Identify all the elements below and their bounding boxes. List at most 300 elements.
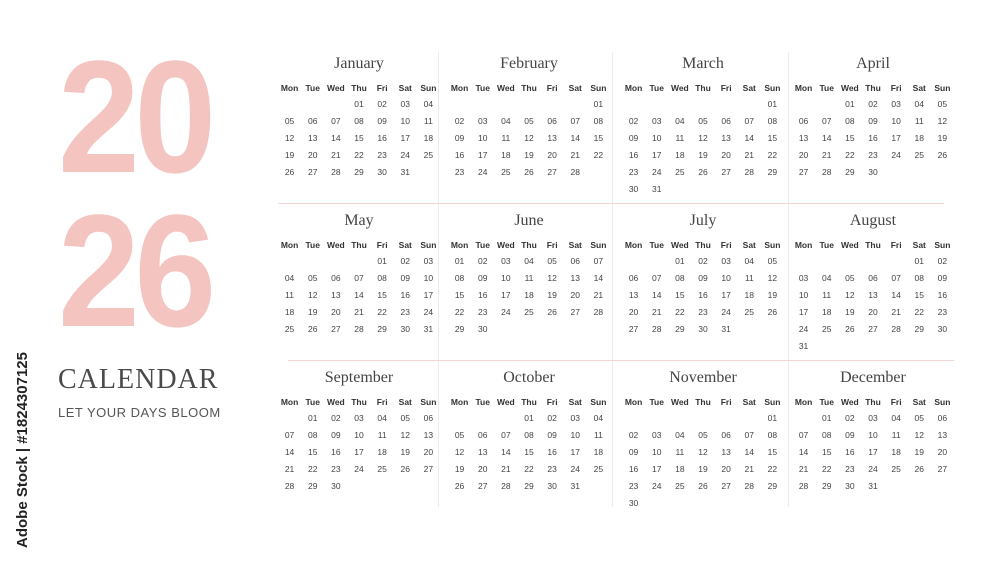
day-cell: 10	[721, 273, 731, 283]
day-cell: 04	[593, 413, 604, 423]
day-cell: 06	[331, 273, 341, 283]
day-cell: 24	[423, 307, 434, 317]
day-cell: 03	[400, 99, 410, 109]
day-cell: 27	[798, 167, 809, 177]
day-grid	[622, 237, 784, 338]
day-cell: 26	[524, 167, 534, 177]
day-cell: 11	[285, 290, 294, 300]
day-cell: 10	[651, 133, 662, 143]
day-cell: 24	[721, 307, 731, 317]
day-cell: 20	[477, 464, 488, 474]
day-cell: 13	[798, 133, 809, 143]
day-cell: 11	[501, 133, 511, 143]
day-cell: 29	[914, 324, 924, 334]
weekday-header: Fri	[376, 240, 388, 250]
weekday-header: Sun	[590, 83, 607, 93]
day-cell: 20	[721, 464, 731, 474]
weekday-header: Wed	[840, 83, 859, 93]
day-cell: 02	[845, 413, 855, 423]
day-cell: 12	[524, 133, 534, 143]
day-cell: 12	[845, 290, 855, 300]
empty-cell	[815, 96, 838, 113]
day-cell: 13	[547, 133, 557, 143]
day-cell: 24	[651, 481, 662, 491]
day-cell: 16	[400, 290, 410, 300]
day-cell: 03	[501, 256, 511, 266]
day-cell: 05	[400, 413, 410, 423]
day-cell: 04	[423, 99, 434, 109]
day-cell: 07	[651, 273, 662, 283]
weekday-header: Fri	[546, 397, 558, 407]
weekday-header: Mon	[450, 240, 469, 250]
day-cell: 10	[570, 430, 580, 440]
day-cell: 04	[501, 116, 511, 126]
day-cell: 24	[477, 167, 488, 177]
day-cell: 01	[821, 413, 832, 423]
day-cell: 13	[868, 290, 878, 300]
day-cell: 29	[524, 481, 534, 491]
stock-watermark-id: Adobe Stock | #1824307125	[14, 352, 31, 548]
day-cell: 14	[593, 273, 604, 283]
day-cell: 26	[698, 167, 708, 177]
empty-cell	[471, 96, 494, 113]
day-cell: 28	[891, 324, 901, 334]
weekday-header: Tue	[305, 397, 320, 407]
day-cell: 24	[651, 167, 662, 177]
day-cell: 23	[698, 307, 708, 317]
day-cell: 01	[767, 99, 778, 109]
day-cell: 07	[744, 116, 754, 126]
day-cell: 19	[524, 150, 534, 160]
empty-cell	[792, 96, 815, 113]
day-cell: 09	[628, 133, 639, 143]
weekday-header: Sat	[398, 83, 412, 93]
day-cell: 23	[937, 307, 948, 317]
month-may	[278, 209, 440, 359]
day-cell: 22	[675, 307, 685, 317]
day-cell: 05	[454, 430, 465, 440]
day-cell: 03	[721, 256, 731, 266]
day-cell: 12	[284, 133, 295, 143]
weekday-header: Sun	[590, 397, 607, 407]
empty-cell	[541, 96, 564, 113]
weekday-header: Thu	[695, 83, 711, 93]
day-cell: 29	[354, 167, 364, 177]
day-cell: 13	[628, 290, 639, 300]
day-cell: 21	[744, 150, 754, 160]
day-cell: 06	[628, 273, 639, 283]
weekday-header: Mon	[624, 83, 643, 93]
day-cell: 24	[501, 307, 511, 317]
day-cell: 08	[307, 430, 318, 440]
day-cell: 27	[547, 167, 557, 177]
empty-cell	[448, 410, 471, 427]
day-cell: 28	[744, 481, 754, 491]
day-cell: 03	[354, 413, 364, 423]
day-cell: 06	[868, 273, 878, 283]
month-name: February	[500, 55, 558, 72]
day-cell: 03	[570, 413, 580, 423]
weekday-header: Sun	[934, 240, 951, 250]
month-november	[622, 366, 784, 516]
day-cell: 27	[721, 167, 731, 177]
day-cell: 18	[891, 447, 901, 457]
day-cell: 30	[477, 324, 488, 334]
weekday-header: Tue	[819, 240, 834, 250]
day-cell: 22	[845, 150, 855, 160]
empty-cell	[622, 253, 645, 270]
empty-cell	[792, 410, 815, 427]
day-cell: 02	[628, 430, 639, 440]
day-cell: 13	[331, 290, 341, 300]
day-cell: 27	[937, 464, 948, 474]
weekday-header: Wed	[670, 240, 689, 250]
day-cell: 19	[767, 290, 778, 300]
empty-cell	[448, 96, 471, 113]
weekday-header: Fri	[890, 240, 902, 250]
day-cell: 15	[377, 290, 387, 300]
day-cell: 31	[868, 481, 878, 491]
empty-cell	[861, 253, 884, 270]
day-cell: 26	[284, 167, 295, 177]
weekday-header: Sat	[568, 397, 582, 407]
day-cell: 01	[675, 256, 685, 266]
day-cell: 11	[744, 273, 754, 283]
day-cell: 29	[307, 481, 318, 491]
empty-cell	[324, 96, 347, 113]
weekday-header: Sun	[420, 83, 437, 93]
day-cell: 03	[651, 430, 662, 440]
day-cell: 02	[698, 256, 708, 266]
day-cell: 18	[914, 133, 924, 143]
month-name: June	[514, 212, 544, 229]
day-cell: 25	[524, 307, 534, 317]
day-cell: 09	[331, 430, 341, 440]
day-cell: 04	[821, 273, 832, 283]
day-cell: 10	[798, 290, 809, 300]
day-cell: 22	[593, 150, 604, 160]
day-cell: 18	[423, 133, 434, 143]
day-cell: 05	[547, 256, 557, 266]
weekday-header: Tue	[819, 83, 834, 93]
day-cell: 23	[547, 464, 557, 474]
day-cell: 20	[798, 150, 809, 160]
month-july	[622, 209, 784, 359]
weekday-header: Mon	[450, 397, 469, 407]
day-cell: 23	[868, 150, 878, 160]
empty-cell	[301, 96, 324, 113]
weekday-header: Fri	[890, 397, 902, 407]
weekday-header: Sun	[764, 240, 781, 250]
day-cell: 10	[868, 430, 878, 440]
day-cell: 30	[698, 324, 708, 334]
day-cell: 28	[744, 167, 754, 177]
day-cell: 17	[423, 290, 434, 300]
day-cell: 03	[891, 99, 901, 109]
day-cell: 25	[914, 150, 924, 160]
empty-cell	[691, 410, 714, 427]
day-cell: 08	[454, 273, 465, 283]
day-cell: 11	[424, 116, 433, 126]
day-cell: 14	[651, 290, 662, 300]
day-cell: 17	[501, 290, 511, 300]
day-cell: 28	[593, 307, 604, 317]
weekday-header: Thu	[865, 240, 881, 250]
day-cell: 22	[914, 307, 924, 317]
weekday-header: Sun	[420, 397, 437, 407]
day-cell: 23	[400, 307, 410, 317]
day-cell: 16	[628, 464, 639, 474]
empty-cell	[301, 253, 324, 270]
day-cell: 08	[914, 273, 924, 283]
column-divider	[788, 52, 789, 507]
day-cell: 01	[377, 256, 387, 266]
empty-cell	[494, 410, 517, 427]
day-cell: 09	[377, 116, 387, 126]
day-cell: 14	[821, 133, 832, 143]
day-cell: 12	[698, 133, 708, 143]
weekday-header: Mon	[280, 240, 299, 250]
day-cell: 10	[354, 430, 364, 440]
month-name: April	[856, 55, 890, 72]
day-cell: 19	[547, 290, 557, 300]
day-grid	[278, 394, 440, 495]
empty-cell	[564, 96, 587, 113]
day-cell: 07	[821, 116, 832, 126]
day-cell: 02	[868, 99, 878, 109]
day-cell: 14	[501, 447, 511, 457]
day-cell: 16	[698, 290, 708, 300]
day-cell: 04	[744, 256, 754, 266]
month-name: December	[840, 369, 906, 386]
weekday-header: Sat	[912, 397, 926, 407]
empty-cell	[838, 253, 861, 270]
day-cell: 19	[937, 133, 948, 143]
weekday-header: Wed	[496, 397, 515, 407]
month-name: May	[344, 212, 374, 229]
day-cell: 27	[307, 167, 318, 177]
day-cell: 26	[547, 307, 557, 317]
weekday-header: Mon	[624, 397, 643, 407]
day-cell: 26	[454, 481, 465, 491]
day-cell: 13	[721, 133, 731, 143]
day-cell: 14	[744, 447, 754, 457]
month-february	[448, 52, 610, 202]
day-cell: 06	[937, 413, 948, 423]
month-january	[278, 52, 440, 202]
day-cell: 01	[845, 99, 855, 109]
day-cell: 26	[767, 307, 778, 317]
day-cell: 21	[354, 307, 364, 317]
day-cell: 03	[477, 116, 488, 126]
weekday-header: Sat	[398, 397, 412, 407]
day-cell: 06	[798, 116, 809, 126]
day-cell: 13	[721, 447, 731, 457]
day-cell: 21	[744, 464, 754, 474]
day-cell: 17	[477, 150, 488, 160]
day-cell: 17	[891, 133, 901, 143]
day-cell: 20	[423, 447, 434, 457]
empty-cell	[715, 410, 738, 427]
empty-cell	[278, 410, 301, 427]
day-cell: 05	[284, 116, 295, 126]
day-cell: 29	[767, 481, 778, 491]
day-cell: 19	[845, 307, 855, 317]
day-cell: 04	[524, 256, 534, 266]
day-cell: 10	[651, 447, 662, 457]
day-cell: 06	[477, 430, 488, 440]
day-cell: 08	[845, 116, 855, 126]
day-cell: 15	[845, 133, 855, 143]
day-cell: 18	[675, 150, 685, 160]
day-cell: 27	[331, 324, 341, 334]
day-grid	[448, 80, 610, 181]
day-cell: 11	[377, 430, 387, 440]
day-cell: 15	[307, 447, 318, 457]
day-cell: 16	[377, 133, 387, 143]
day-cell: 15	[767, 133, 778, 143]
weekday-header: Sun	[764, 397, 781, 407]
day-cell: 30	[628, 498, 639, 508]
day-cell: 07	[570, 116, 580, 126]
day-cell: 04	[675, 430, 685, 440]
weekday-header: Thu	[351, 240, 367, 250]
weekday-header: Thu	[351, 397, 367, 407]
day-cell: 27	[570, 307, 580, 317]
day-cell: 16	[331, 447, 341, 457]
day-cell: 29	[821, 481, 832, 491]
month-march	[622, 52, 784, 202]
empty-cell	[645, 253, 668, 270]
day-cell: 13	[423, 430, 434, 440]
day-cell: 29	[675, 324, 685, 334]
day-cell: 30	[868, 167, 878, 177]
day-cell: 25	[284, 324, 295, 334]
day-cell: 13	[937, 430, 948, 440]
day-cell: 26	[698, 481, 708, 491]
day-cell: 15	[914, 290, 924, 300]
day-cell: 17	[570, 447, 580, 457]
day-cell: 28	[354, 324, 364, 334]
day-cell: 13	[477, 447, 488, 457]
day-cell: 26	[914, 464, 924, 474]
day-cell: 04	[377, 413, 387, 423]
day-cell: 04	[284, 273, 295, 283]
weekday-header: Wed	[326, 240, 345, 250]
day-cell: 06	[721, 116, 731, 126]
day-cell: 05	[698, 116, 708, 126]
day-cell: 01	[593, 99, 604, 109]
weekday-header: Sun	[764, 83, 781, 93]
day-cell: 14	[354, 290, 364, 300]
empty-cell	[715, 96, 738, 113]
weekday-header: Fri	[376, 397, 388, 407]
weekday-header: Tue	[305, 83, 320, 93]
day-cell: 23	[628, 481, 639, 491]
day-cell: 22	[454, 307, 465, 317]
day-cell: 26	[400, 464, 410, 474]
weekday-header: Tue	[475, 83, 490, 93]
day-cell: 21	[651, 307, 662, 317]
day-cell: 05	[845, 273, 855, 283]
weekday-header: Sat	[742, 397, 756, 407]
day-cell: 15	[524, 447, 534, 457]
day-cell: 01	[524, 413, 534, 423]
day-cell: 06	[570, 256, 580, 266]
day-cell: 22	[767, 464, 778, 474]
day-cell: 19	[307, 307, 318, 317]
day-cell: 07	[744, 430, 754, 440]
empty-cell	[494, 96, 517, 113]
day-cell: 03	[868, 413, 878, 423]
day-cell: 07	[284, 430, 295, 440]
month-name: September	[324, 369, 394, 386]
day-cell: 08	[524, 430, 534, 440]
day-cell: 09	[628, 447, 639, 457]
empty-cell	[738, 410, 761, 427]
day-cell: 16	[868, 133, 878, 143]
month-name: October	[503, 369, 555, 386]
day-cell: 11	[891, 430, 901, 440]
year-digits-bottom: 26	[58, 181, 211, 360]
day-cell: 25	[891, 464, 901, 474]
day-cell: 10	[400, 116, 410, 126]
day-cell: 20	[868, 307, 878, 317]
day-cell: 25	[821, 324, 832, 334]
day-cell: 30	[331, 481, 341, 491]
weekday-header: Thu	[865, 83, 881, 93]
day-cell: 01	[454, 256, 465, 266]
day-cell: 18	[744, 290, 754, 300]
day-grid	[278, 237, 440, 338]
day-cell: 01	[354, 99, 364, 109]
day-cell: 22	[821, 464, 832, 474]
day-cell: 09	[477, 273, 488, 283]
day-cell: 01	[767, 413, 778, 423]
weekday-header: Wed	[670, 83, 689, 93]
day-cell: 02	[937, 256, 948, 266]
day-cell: 13	[307, 133, 318, 143]
day-grid	[792, 80, 954, 181]
day-cell: 07	[354, 273, 364, 283]
day-cell: 21	[570, 150, 580, 160]
weekday-header: Sat	[742, 240, 756, 250]
day-cell: 23	[377, 150, 387, 160]
empty-cell	[622, 410, 645, 427]
day-cell: 25	[423, 150, 434, 160]
weekday-header: Sat	[912, 83, 926, 93]
weekday-header: Thu	[695, 240, 711, 250]
weekday-header: Thu	[865, 397, 881, 407]
weekday-header: Thu	[695, 397, 711, 407]
day-cell: 09	[937, 273, 948, 283]
day-cell: 11	[675, 447, 685, 457]
day-cell: 30	[547, 481, 557, 491]
weekday-header: Mon	[280, 397, 299, 407]
day-cell: 09	[698, 273, 708, 283]
weekday-header: Wed	[840, 397, 859, 407]
day-cell: 15	[354, 133, 364, 143]
day-cell: 19	[454, 464, 465, 474]
day-cell: 05	[914, 413, 924, 423]
weekday-header: Fri	[546, 240, 558, 250]
day-cell: 20	[628, 307, 639, 317]
weekday-header: Tue	[475, 240, 490, 250]
weekday-header: Mon	[794, 83, 813, 93]
day-cell: 23	[331, 464, 341, 474]
calendar-title: CALENDAR	[58, 364, 219, 395]
day-cell: 02	[377, 99, 387, 109]
